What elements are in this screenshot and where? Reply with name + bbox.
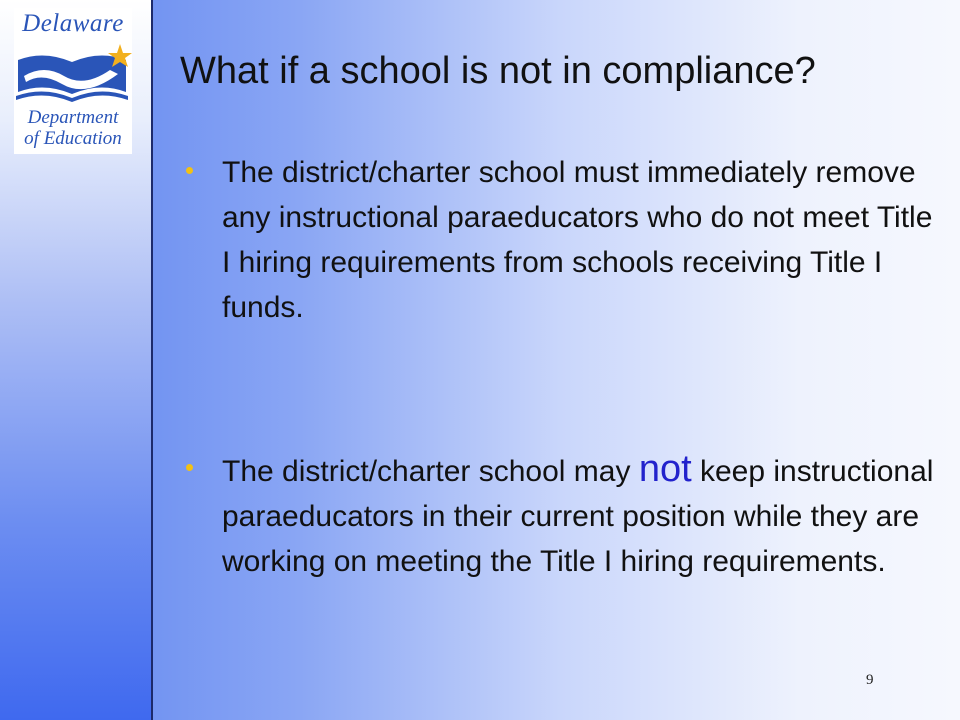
bullet-item: [186, 447, 942, 584]
bullet-item: [186, 150, 942, 330]
logo-department: Department: [27, 107, 119, 128]
bullet-text-after: keep instructional paraeducators in their current position while they are working on meeting the Title I hiring requirements.: [222, 455, 934, 578]
logo-of-education: of Education: [24, 128, 122, 149]
logo-name: Delaware: [22, 10, 124, 37]
bullet-dot-icon: [186, 464, 193, 471]
emphasis-not: not: [638, 448, 692, 490]
sidebar-panel: [0, 0, 153, 720]
delaware-doe-logo: [14, 8, 132, 154]
bullet-text: The district/charter school must immediately remove any instructional paraeducators who do not meet Title I hiring requirements from schools receiving Title I funds.: [222, 156, 933, 324]
open-book-icon: [14, 42, 132, 106]
page-number: 9: [866, 672, 874, 688]
bullet-dot-icon: [186, 167, 193, 174]
slide-title: What if a school is not in compliance?: [180, 50, 816, 92]
bullet-text-before: The district/charter school may: [222, 455, 639, 488]
